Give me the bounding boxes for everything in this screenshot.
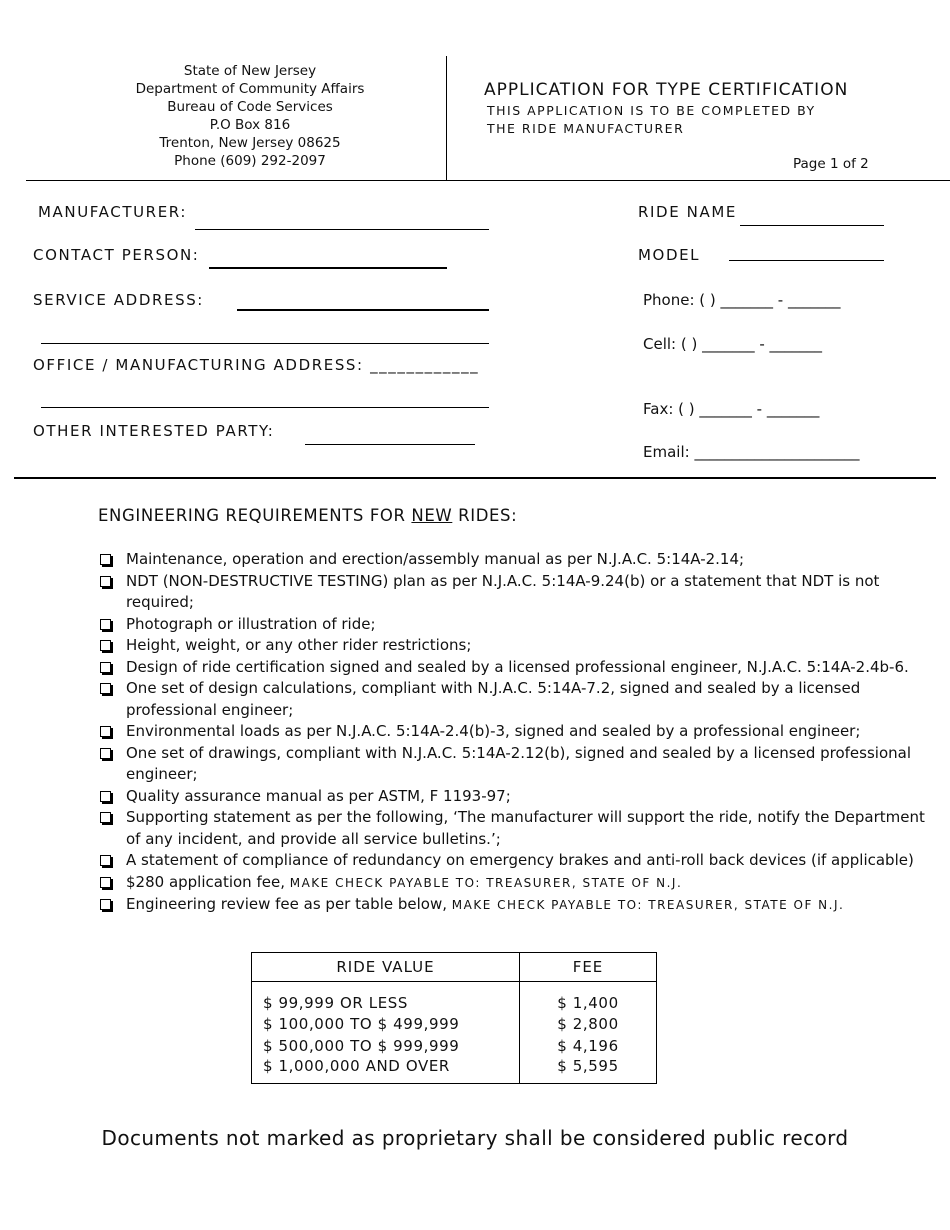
requirement-text: Design of ride certification signed and sealed by a licensed professional engineer, N.J.A.C. 5:14A-2.4b-6. (126, 657, 909, 676)
model-label: MODEL (638, 246, 701, 264)
ride-value-header: RIDE VALUE (252, 953, 520, 982)
manufacturer-field[interactable] (195, 229, 489, 230)
agency-city: Trenton, New Jersey 08625 (159, 135, 341, 151)
table-row (252, 1057, 657, 1084)
requirement-text: $280 application fee, (126, 872, 290, 891)
office-address-field-line2[interactable] (41, 407, 489, 408)
form-subtitle-line2: THE RIDE MANUFACTURER (487, 121, 685, 136)
checkbox-icon[interactable] (100, 855, 111, 866)
requirement-item (98, 678, 928, 721)
checkbox-icon[interactable] (100, 877, 111, 888)
fee-header: FEE (520, 953, 657, 982)
requirement-item (98, 657, 928, 679)
fee-cell: $ 5,595 (520, 1057, 657, 1084)
requirement-text: A statement of compliance of redundancy on emergency brakes and anti-roll back devices (if applicable) (126, 851, 914, 869)
ride-name-field[interactable] (740, 225, 884, 226)
checkbox-icon[interactable] (100, 812, 111, 823)
requirements-heading-new: NEW (411, 506, 453, 525)
form-subtitle-line1: THIS APPLICATION IS TO BE COMPLETED BY (487, 103, 816, 118)
checkbox-icon[interactable] (100, 683, 111, 694)
service-address-label: SERVICE ADDRESS: (33, 291, 204, 309)
requirement-text: Maintenance, operation and erection/assembly manual as per N.J.A.C. 5:14A-2.14; (126, 550, 745, 568)
fee-cell: $ 1,400 (520, 992, 657, 1014)
requirements-heading-suffix: RIDES: (452, 506, 518, 525)
payable-note: MAKE CHECK PAYABLE TO: TREASURER, STATE OF N.J. (289, 875, 683, 890)
page-number: Page 1 of 2 (793, 156, 869, 172)
office-address-label: OFFICE / MANUFACTURING ADDRESS: ____________ (33, 356, 480, 374)
other-party-label: OTHER INTERESTED PARTY: (33, 422, 275, 440)
ride-value-cell: $ 99,999 OR LESS (252, 992, 520, 1014)
section-rule (14, 477, 936, 479)
fee-table-header (252, 953, 657, 982)
phone-field[interactable]: Phone: ( ) _______ - _______ (643, 291, 841, 309)
requirements-heading (98, 506, 517, 525)
requirement-item-review-fee (98, 894, 928, 917)
ride-value-cell: $ 1,000,000 AND OVER (252, 1057, 520, 1084)
form-title: APPLICATION FOR TYPE CERTIFICATION (484, 80, 849, 100)
checkbox-icon[interactable] (100, 899, 111, 910)
requirement-item (98, 807, 928, 850)
fax-field[interactable]: Fax: ( ) _______ - _______ (643, 400, 820, 418)
contact-person-field[interactable] (209, 267, 447, 269)
service-address-field[interactable] (237, 309, 489, 311)
checkbox-icon[interactable] (100, 748, 111, 759)
agency-po-box: P.O Box 816 (209, 117, 291, 133)
requirement-text: One set of drawings, compliant with N.J.A.C. 5:14A-2.12(b), signed and sealed by a licensed professional engineer; (126, 743, 912, 783)
requirement-item (98, 549, 928, 571)
requirement-text: One set of design calculations, compliant with N.J.A.C. 5:14A-7.2, signed and sealed by a licensed professional engineer; (126, 679, 861, 719)
model-field[interactable] (729, 260, 884, 261)
checkbox-icon[interactable] (100, 662, 111, 673)
email-field[interactable]: Email: ______________________ (643, 443, 860, 461)
requirement-text: Engineering review fee as per table below, (126, 895, 452, 913)
agency-phone: Phone (609) 292-2097 (174, 153, 326, 169)
checkbox-icon[interactable] (100, 554, 111, 565)
contact-person-label: CONTACT PERSON: (33, 246, 200, 264)
requirement-text: Quality assurance manual as per ASTM, F 1193-97; (126, 786, 511, 805)
cell-field[interactable]: Cell: ( ) _______ - _______ (643, 335, 823, 353)
checkbox-icon[interactable] (100, 576, 111, 587)
requirement-item-application-fee (98, 872, 928, 895)
public-record-notice: Documents not marked as proprietary shall be considered public record (101, 1126, 849, 1150)
requirement-item (98, 743, 928, 786)
requirement-text: Supporting statement as per the following, ‘The manufacturer will support the ride, notify the Department of any incident, and provide all service bulletins.’; (126, 808, 925, 848)
manufacturer-label: MANUFACTURER: (38, 203, 187, 221)
agency-bureau: Bureau of Code Services (167, 99, 333, 115)
requirement-text: Photograph or illustration of ride; (126, 614, 376, 633)
service-address-field-line2[interactable] (41, 343, 489, 344)
ride-value-cell: $ 500,000 TO $ 999,999 (252, 1035, 520, 1057)
payable-note: MAKE CHECK PAYABLE TO: TREASURER, STATE OF N.J. (451, 898, 845, 912)
requirements-heading-text: ENGINEERING REQUIREMENTS FOR (98, 506, 412, 525)
fee-cell: $ 4,196 (520, 1035, 657, 1057)
requirement-item (98, 635, 928, 657)
requirement-text: Environmental loads as per N.J.A.C. 5:14A-2.4(b)-3, signed and sealed by a professional engineer; (126, 722, 861, 740)
requirement-text: Height, weight, or any other rider restrictions; (126, 636, 472, 654)
requirement-item (98, 614, 928, 636)
fee-cell: $ 2,800 (520, 1014, 657, 1036)
requirements-list (98, 549, 928, 917)
checkbox-icon[interactable] (100, 619, 111, 630)
checkbox-icon[interactable] (100, 791, 111, 802)
header-divider (446, 56, 447, 181)
ride-name-label: RIDE NAME (638, 203, 737, 221)
agency-department: Department of Community Affairs (135, 81, 365, 97)
fee-table (251, 952, 657, 1084)
requirement-item (98, 786, 928, 808)
agency-address-block (130, 62, 370, 170)
table-row (252, 1035, 657, 1057)
header-rule (26, 180, 950, 181)
ride-value-cell: $ 100,000 TO $ 499,999 (252, 1014, 520, 1036)
requirement-item (98, 571, 928, 614)
table-row (252, 1014, 657, 1036)
requirement-item (98, 850, 928, 872)
other-party-field[interactable] (305, 444, 475, 445)
checkbox-icon[interactable] (100, 640, 111, 651)
table-row (252, 992, 657, 1014)
requirement-item (98, 721, 928, 743)
requirement-text: NDT (NON-DESTRUCTIVE TESTING) plan as per N.J.A.C. 5:14A-9.24(b) or a statement that NDT is not required; (126, 571, 880, 611)
checkbox-icon[interactable] (100, 726, 111, 737)
agency-state: State of New Jersey (183, 63, 317, 79)
